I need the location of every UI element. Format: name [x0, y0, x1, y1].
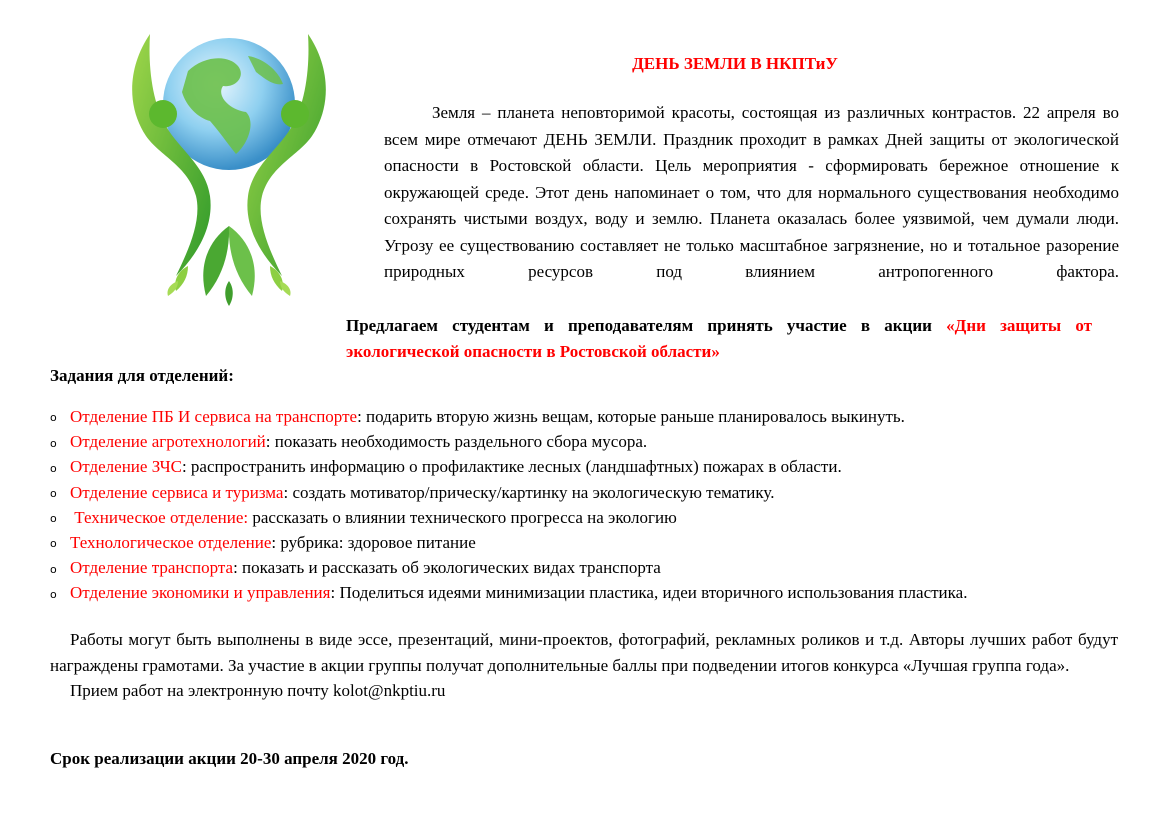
- campaign-name: «Дни защиты от экологической опасности в Ростовской области»: [346, 316, 1093, 361]
- deadline: Срок реализации акции 20-30 апреля 2020 год.: [50, 749, 409, 768]
- closing-paragraph: Работы могут быть выполнены в виде эссе, презентаций, мини-проектов, фотографий, рекламных роликов и т.д. Авторы лучших работ будут награждены грамотами. За участие в акции группы получат дополнительные баллы при подведении итогов конкурса «Лучшая группа года».: [50, 630, 1118, 675]
- department-name: Отделение ЗЧС: [70, 457, 182, 477]
- department-name: Отделение агротехнологий: [70, 432, 266, 452]
- submission-info: Прием работ на электронную почту kolot@nkptiu.ru: [70, 681, 446, 700]
- task-text: : распространить информацию о профилактике лесных (ландшафтных) пожарах в области.: [181, 457, 842, 477]
- tasks-heading: Задания для отделений:: [50, 366, 234, 385]
- page-title: ДЕНЬ ЗЕМЛИ В НКПТиУ: [632, 54, 838, 73]
- bullet-icon: o: [50, 436, 57, 450]
- department-name: Отделение экономики и управления: [70, 583, 331, 603]
- task-text: : создать мотиватор/прическу/картинку на экологическую тематику.: [283, 482, 775, 502]
- department-name: Отделение сервиса и туризма: [70, 482, 284, 502]
- department-name: Техническое отделение:: [70, 507, 249, 527]
- task-text: : рубрика: здоровое питание: [271, 532, 476, 552]
- department-name: Отделение ПБ И сервиса на транспорте: [70, 407, 358, 426]
- task-text: : показать необходимость раздельного сбора мусора.: [265, 432, 648, 452]
- tasks-list: [50, 404, 1130, 606]
- task-text: рассказать о влиянии технического прогресса на экологию: [248, 507, 677, 527]
- task-text: : подарить вторую жизнь вещам, которые раньше планировалось выкинуть.: [357, 407, 905, 426]
- list-item: [50, 404, 1130, 429]
- department-name: Технологическое отделение: [70, 532, 272, 552]
- intro-paragraph: Земля – планета неповторимой красоты, состоящая из различных контрастов. 22 апреля во всем мире отмечают ДЕНЬ ЗЕМЛИ. Праздник проходит в рамках Дней защиты от экологической опасности в Ростовской области. Цель мероприятия - сформировать бережное отношение к окружающей среде. Этот день напоминает о том, что для нормального существования необходимо сохранять чистыми воздух, воду и землю. Планета оказалась более уязвимой, чем думали люди. Угрозу ее существованию составляет не только масштабное загрязнение, но и тотальное разорение природных ресурсов под влиянием антропогенного фактора.: [384, 103, 1119, 281]
- invitation-paragraph: [346, 313, 1092, 365]
- bullet-icon: o: [50, 487, 57, 501]
- bullet-icon: o: [50, 562, 57, 576]
- list-item: [50, 555, 1130, 580]
- list-item: [50, 454, 1130, 479]
- list-item: [50, 480, 1130, 505]
- list-item: [50, 429, 1130, 454]
- list-item: [50, 580, 1130, 605]
- bullet-icon: o: [50, 512, 57, 526]
- bullet-icon: o: [50, 587, 57, 601]
- earth-day-logo: [118, 26, 340, 306]
- closing-section: [50, 627, 1118, 704]
- invitation-text: Предлагаем студентам и преподавателям принять участие в акции: [346, 316, 947, 335]
- task-text: : показать и рассказать об экологических видах транспорта: [233, 558, 661, 578]
- bullet-icon: o: [50, 537, 57, 551]
- list-item: [50, 505, 1130, 530]
- bullet-icon: o: [50, 411, 57, 425]
- bullet-icon: o: [50, 461, 57, 475]
- task-text: : Поделиться идеями минимизации пластика, идеи вторичного использования пластика.: [330, 583, 968, 603]
- list-item: [50, 530, 1130, 555]
- department-name: Отделение транспорта: [70, 558, 234, 578]
